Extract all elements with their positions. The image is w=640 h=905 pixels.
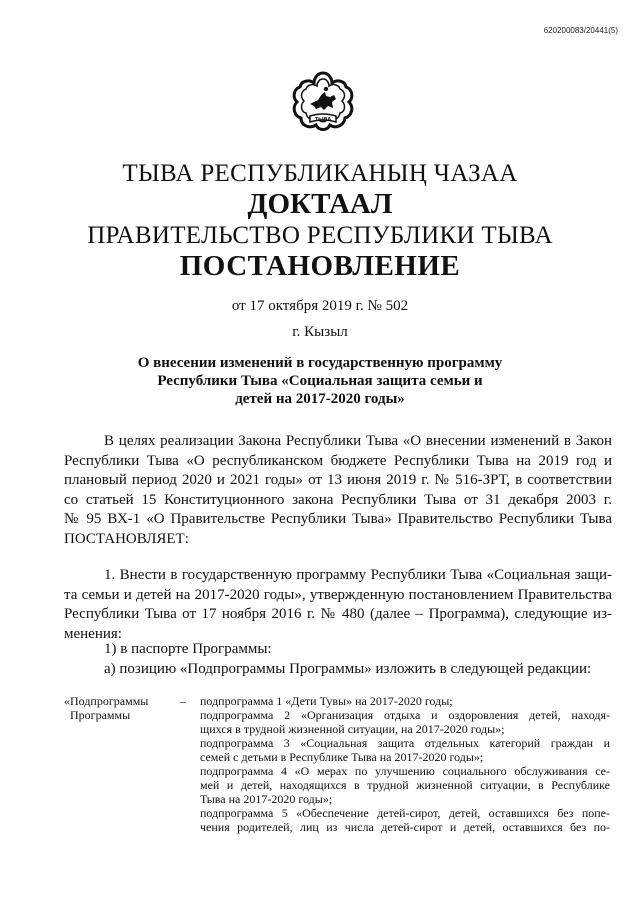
- table-line: чения родителей, лиц из числа детей-сирот и детей, оставшихся без по-: [200, 820, 610, 834]
- table-dash: –: [180, 694, 186, 708]
- table-line: Тыва на 2017-2020 годы»;: [200, 792, 333, 806]
- subject-line: детей на 2017-2020 годы»: [235, 391, 405, 407]
- paragraph-line: В целях реализации Закона Республики Тыва «О внесении изменений в Закон: [104, 433, 612, 449]
- paragraph-line: Республики Тыва от 17 ноября 2016 г. № 480 (далее – Программа), следующие из-: [64, 606, 612, 622]
- document-subject: [0, 354, 640, 408]
- item-subprograms-position: а) позицию «Подпрограммы Программы» изложить в следующей редакции:: [104, 661, 592, 677]
- item-passport: 1) в паспорте Программы:: [104, 641, 272, 657]
- paragraph-line: ПОСТАНОВЛЯЕТ:: [64, 530, 189, 547]
- table-left-label: [64, 694, 176, 722]
- emblem-text: ТЫВА: [314, 117, 332, 123]
- table-line: подпрограмма 2 «Организация отдыха и оздоровления детей, находя-: [200, 708, 610, 722]
- table-line: мей и детей, находящихся в трудной жизненной ситуации, в Республике: [200, 778, 610, 792]
- document-id: 620200083/20441(5): [543, 26, 618, 35]
- paragraph-line: менения:: [64, 625, 122, 642]
- document-city: г. Кызыл: [292, 324, 348, 340]
- table-right-content: [200, 694, 610, 834]
- header-government-russian: ПРАВИТЕЛЬСТВО РЕСПУБЛИКИ ТЫВА: [87, 222, 553, 249]
- header-tyva-government: ТЫВА РЕСПУБЛИКАНЫҢ ЧАЗАА: [122, 160, 518, 187]
- subject-line: Республики Тыва «Социальная защита семьи и: [157, 373, 483, 389]
- table-line: подпрограмма 4 «О мерах по улучшению социального обслуживания се-: [200, 764, 610, 778]
- table-line: семей с детьми в Республике Тыва на 2017-2020 годы»;: [200, 750, 484, 764]
- tyva-coat-of-arms-icon: [288, 70, 358, 140]
- table-label-line: Программы: [70, 708, 131, 722]
- subject-line: О внесении изменений в государственную программу: [137, 355, 503, 371]
- table-line: щихся в трудной жизненной ситуации, на 2017-2020 годы»;: [200, 722, 505, 736]
- table-label-line: «Подпрограммы: [64, 694, 149, 708]
- paragraph-preamble: [64, 432, 612, 549]
- paragraph-line: плановый период 2020 и 2021 годы» от 13 июня 2019 г. № 516-ЗРТ, в соответствии: [64, 472, 612, 488]
- paragraph-line: со статьей 15 Конституционного закона Республики Тыва от 31 декабря 2003 г.: [64, 491, 612, 508]
- header-doktaal: ДОКТААЛ: [247, 188, 393, 220]
- paragraph-line: та семьи и детей на 2017-2020 годы», утвержденную постановлением Правительства: [64, 586, 612, 603]
- header-postanovlenie: ПОСТАНОВЛЕНИЕ: [179, 250, 461, 282]
- paragraph-line: № 95 ВХ-1 «О Правительстве Республики Тыва» Правительство Республики Тыва: [64, 511, 612, 527]
- paragraph-line: 1. Внести в государственную программу Республики Тыва «Социальная защи-: [104, 567, 612, 583]
- table-line: подпрограмма 3 «Социальная защита отдельных категорий граждан и: [200, 736, 610, 750]
- document-date: от 17 октября 2019 г. № 502: [231, 298, 409, 314]
- paragraph-item-1: [64, 566, 612, 644]
- table-line: подпрограмма 1 «Дети Тувы» на 2017-2020 годы;: [200, 694, 453, 708]
- paragraph-line: Республики Тыва «О республиканском бюджете Республики Тыва на 2019 год и: [64, 452, 612, 469]
- table-line: подпрограмма 5 «Обеспечение детей-сирот, детей, оставшихся без попе-: [200, 806, 610, 820]
